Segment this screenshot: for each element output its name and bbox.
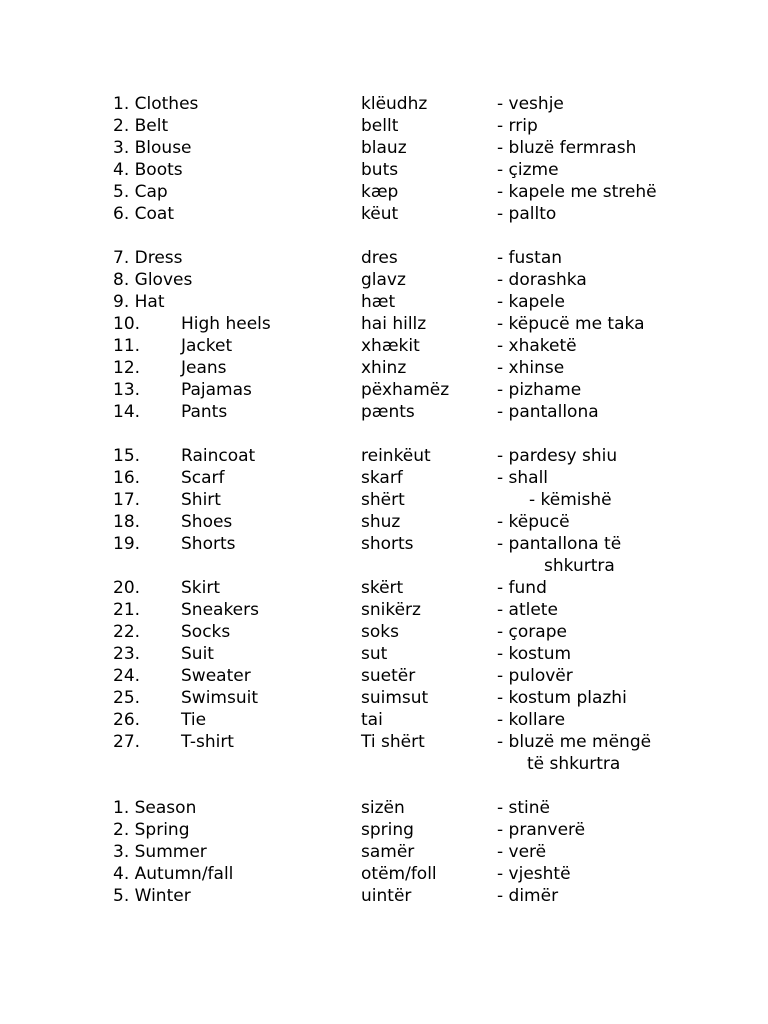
vocab-albanian: - pantallona të <box>497 534 622 554</box>
vocab-albanian: - kostum <box>497 644 572 664</box>
vocab-pronunciation: hæt <box>361 292 396 312</box>
vocab-number: 16. <box>113 468 141 488</box>
vocab-english: 3. Blouse <box>113 138 192 158</box>
vocab-number: 18. <box>113 512 141 532</box>
vocab-albanian: - dorashka <box>497 270 587 290</box>
vocab-albanian: - këpucë <box>497 512 570 532</box>
vocab-english: 2. Belt <box>113 116 169 136</box>
vocab-english: Socks <box>181 622 231 642</box>
vocab-pronunciation: blauz <box>361 138 407 158</box>
vocab-english: Suit <box>181 644 214 664</box>
vocab-english: Swimsuit <box>181 688 258 708</box>
vocab-albanian: - pizhame <box>497 380 582 400</box>
season-albanian: - stinë <box>497 798 551 818</box>
vocab-albanian-continuation: të shkurtra <box>527 754 621 774</box>
vocab-english: Sweater <box>181 666 251 686</box>
vocab-english: High heels <box>181 314 271 334</box>
season-albanian: - dimër <box>497 886 559 906</box>
vocab-albanian: - xhinse <box>497 358 565 378</box>
vocab-pronunciation: xhækit <box>361 336 420 356</box>
vocab-albanian: - pardesy shiu <box>497 446 618 466</box>
vocab-albanian: - xhaketë <box>497 336 577 356</box>
season-pronunciation: uintër <box>361 886 412 906</box>
vocab-english: Shirt <box>181 490 221 510</box>
vocab-number: 12. <box>113 358 141 378</box>
vocab-albanian: - kollare <box>497 710 566 730</box>
vocab-english: Jeans <box>181 358 227 378</box>
vocab-number: 13. <box>113 380 141 400</box>
vocab-number: 14. <box>113 402 141 422</box>
vocab-number: 24. <box>113 666 141 686</box>
vocab-albanian: - pantallona <box>497 402 599 422</box>
vocab-albanian: - fund <box>497 578 547 598</box>
vocab-number: 23. <box>113 644 141 664</box>
vocab-albanian: - këmishë <box>529 490 612 510</box>
vocab-english: Sneakers <box>181 600 259 620</box>
vocab-pronunciation: snikërz <box>361 600 421 620</box>
season-pronunciation: otëm/foll <box>361 864 437 884</box>
vocab-albanian: - atlete <box>497 600 558 620</box>
vocab-english: Jacket <box>181 336 233 356</box>
vocab-pronunciation: hai hillz <box>361 314 427 334</box>
vocab-pronunciation: skërt <box>361 578 404 598</box>
vocab-albanian: - bluzë me mëngë <box>497 732 652 752</box>
vocab-number: 15. <box>113 446 141 466</box>
vocab-albanian: - pallto <box>497 204 557 224</box>
vocab-english: 8. Gloves <box>113 270 193 290</box>
vocab-number: 11. <box>113 336 141 356</box>
vocab-albanian-continuation: shkurtra <box>544 556 615 576</box>
vocab-english: 4. Boots <box>113 160 183 180</box>
vocab-english: 7. Dress <box>113 248 183 268</box>
vocab-pronunciation: reinkëut <box>361 446 431 466</box>
vocab-albanian: - kostum plazhi <box>497 688 627 708</box>
vocab-number: 10. <box>113 314 141 334</box>
vocab-pronunciation: sut <box>361 644 388 664</box>
season-pronunciation: sizën <box>361 798 405 818</box>
vocab-pronunciation: tai <box>361 710 383 730</box>
vocab-pronunciation: shorts <box>361 534 414 554</box>
season-albanian: - pranverë <box>497 820 586 840</box>
season-english: 2. Spring <box>113 820 190 840</box>
vocab-pronunciation: buts <box>361 160 399 180</box>
vocab-english: 6. Coat <box>113 204 174 224</box>
vocab-albanian: - shall <box>497 468 549 488</box>
vocab-english: T-shirt <box>181 732 234 752</box>
vocab-albanian: - këpucë me taka <box>497 314 645 334</box>
vocab-number: 17. <box>113 490 141 510</box>
vocab-english: Shoes <box>181 512 233 532</box>
vocab-albanian: - çorape <box>497 622 567 642</box>
vocab-number: 25. <box>113 688 141 708</box>
vocab-english: Shorts <box>181 534 236 554</box>
vocab-pronunciation: suetër <box>361 666 416 686</box>
vocab-albanian: - kapele <box>497 292 565 312</box>
vocab-pronunciation: bellt <box>361 116 399 136</box>
season-english: 4. Autumn/fall <box>113 864 234 884</box>
season-english: 1. Season <box>113 798 197 818</box>
vocab-english: Scarf <box>181 468 225 488</box>
season-english: 3. Summer <box>113 842 207 862</box>
vocab-albanian: - fustan <box>497 248 563 268</box>
vocab-pronunciation: këut <box>361 204 399 224</box>
vocab-pronunciation: soks <box>361 622 399 642</box>
vocab-pronunciation: glavz <box>361 270 406 290</box>
season-english: 5. Winter <box>113 886 191 906</box>
vocab-english: Raincoat <box>181 446 256 466</box>
vocab-number: 22. <box>113 622 141 642</box>
vocab-pronunciation: suimsut <box>361 688 429 708</box>
vocab-english: 5. Cap <box>113 182 168 202</box>
season-pronunciation: samër <box>361 842 415 862</box>
vocab-number: 21. <box>113 600 141 620</box>
vocab-pronunciation: klëudhz <box>361 94 428 114</box>
vocab-english: Skirt <box>181 578 221 598</box>
vocab-pronunciation: shuz <box>361 512 401 532</box>
vocab-albanian: - rrip <box>497 116 538 136</box>
vocab-albanian: - bluzë fermrash <box>497 138 637 158</box>
vocab-pronunciation: pænts <box>361 402 415 422</box>
vocab-number: 27. <box>113 732 141 752</box>
season-albanian: - vjeshtë <box>497 864 571 884</box>
vocab-english: Tie <box>181 710 207 730</box>
season-albanian: - verë <box>497 842 547 862</box>
vocab-english: Pajamas <box>181 380 252 400</box>
vocab-albanian: - pulovër <box>497 666 573 686</box>
vocab-pronunciation: pëxhamëz <box>361 380 450 400</box>
vocab-pronunciation: dres <box>361 248 398 268</box>
vocab-number: 20. <box>113 578 141 598</box>
vocab-pronunciation: xhinz <box>361 358 407 378</box>
vocab-pronunciation: kæp <box>361 182 399 202</box>
vocab-pronunciation: Ti shërt <box>361 732 425 752</box>
vocab-pronunciation: shërt <box>361 490 405 510</box>
vocab-albanian: - çizme <box>497 160 559 180</box>
vocab-number: 26. <box>113 710 141 730</box>
vocab-pronunciation: skarf <box>361 468 403 488</box>
vocab-albanian: - kapele me strehë <box>497 182 657 202</box>
vocab-english: 9. Hat <box>113 292 165 312</box>
vocab-english: 1. Clothes <box>113 94 199 114</box>
vocab-english: Pants <box>181 402 228 422</box>
season-pronunciation: spring <box>361 820 414 840</box>
vocab-albanian: - veshje <box>497 94 564 114</box>
vocab-number: 19. <box>113 534 141 554</box>
